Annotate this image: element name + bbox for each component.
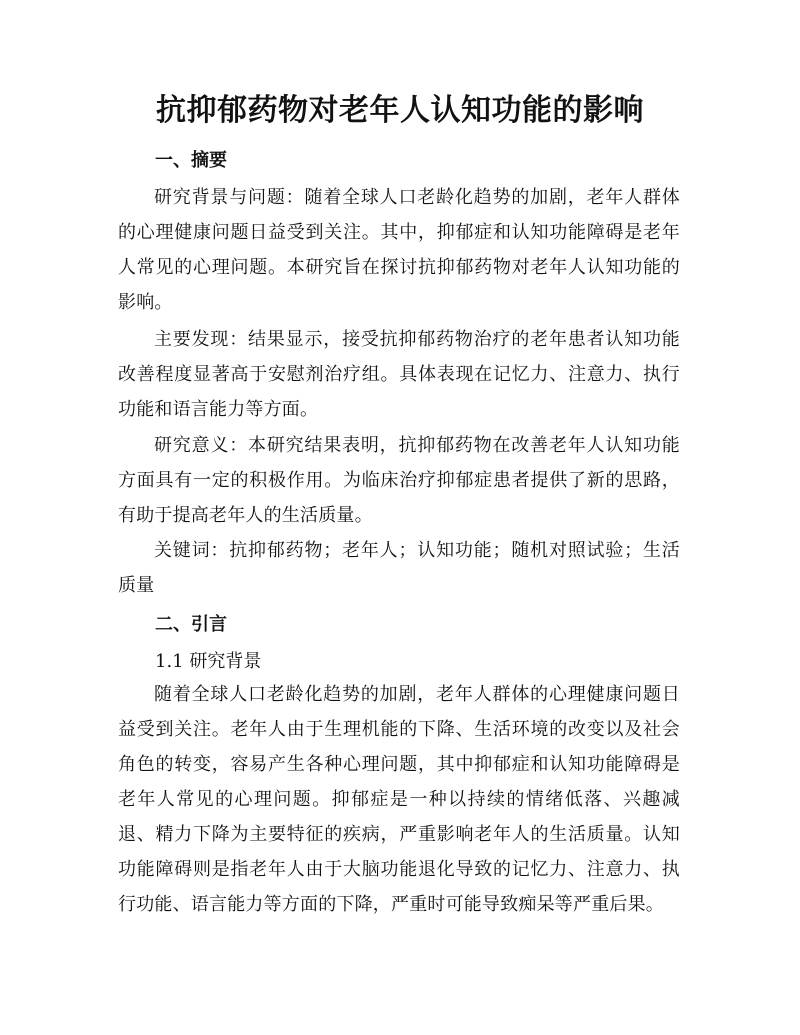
section-heading-abstract: 一、摘要 — [155, 150, 227, 171]
subsection-heading-background: 1.1 研究背景 — [155, 651, 262, 672]
abstract-background-paragraph: 研究背景与问题：随着全球人口老龄化趋势的加剧，老年人群体的心理健康问题日益受到关注。其中，抑郁症和认知功能障碍是老年人常见的心理问题。本研究旨在探讨抗抑郁药物对老年人认知功能的影响。 — [118, 187, 680, 313]
section-heading-introduction: 二、引言 — [155, 614, 227, 635]
document-title: 抗抑郁药物对老年人认知功能的影响 — [156, 93, 644, 128]
abstract-significance-paragraph: 研究意义：本研究结果表明，抗抑郁药物在改善老年人认知功能方面具有一定的积极作用。为临床治疗抑郁症患者提供了新的思路，有助于提高老年人的生活质量。 — [118, 435, 680, 526]
introduction-paragraph: 随着全球人口老龄化趋势的加剧，老年人群体的心理健康问题日益受到关注。老年人由于生理机能的下降、生活环境的改变以及社会角色的转变，容易产生各种心理问题，其中抑郁症和认知功能障碍是老年人常见的心理问题。抑郁症是一种以持续的情绪低落、兴趣减退、精力下降为主要特征的疾病，严重影响老年人的生活质量。认知功能障碍则是指老年人由于大脑功能退化导致的记忆力、注意力、执行功能、语言能力等方面的下降，严重时可能导致痴呆等严重后果。 — [118, 684, 680, 915]
abstract-findings-paragraph: 主要发现：结果显示，接受抗抑郁药物治疗的老年患者认知功能改善程度显著高于安慰剂治疗组。具体表现在记忆力、注意力、执行功能和语言能力等方面。 — [118, 329, 680, 420]
keywords-paragraph: 关键词：抗抑郁药物；老年人；认知功能；随机对照试验；生活质量 — [118, 540, 680, 596]
